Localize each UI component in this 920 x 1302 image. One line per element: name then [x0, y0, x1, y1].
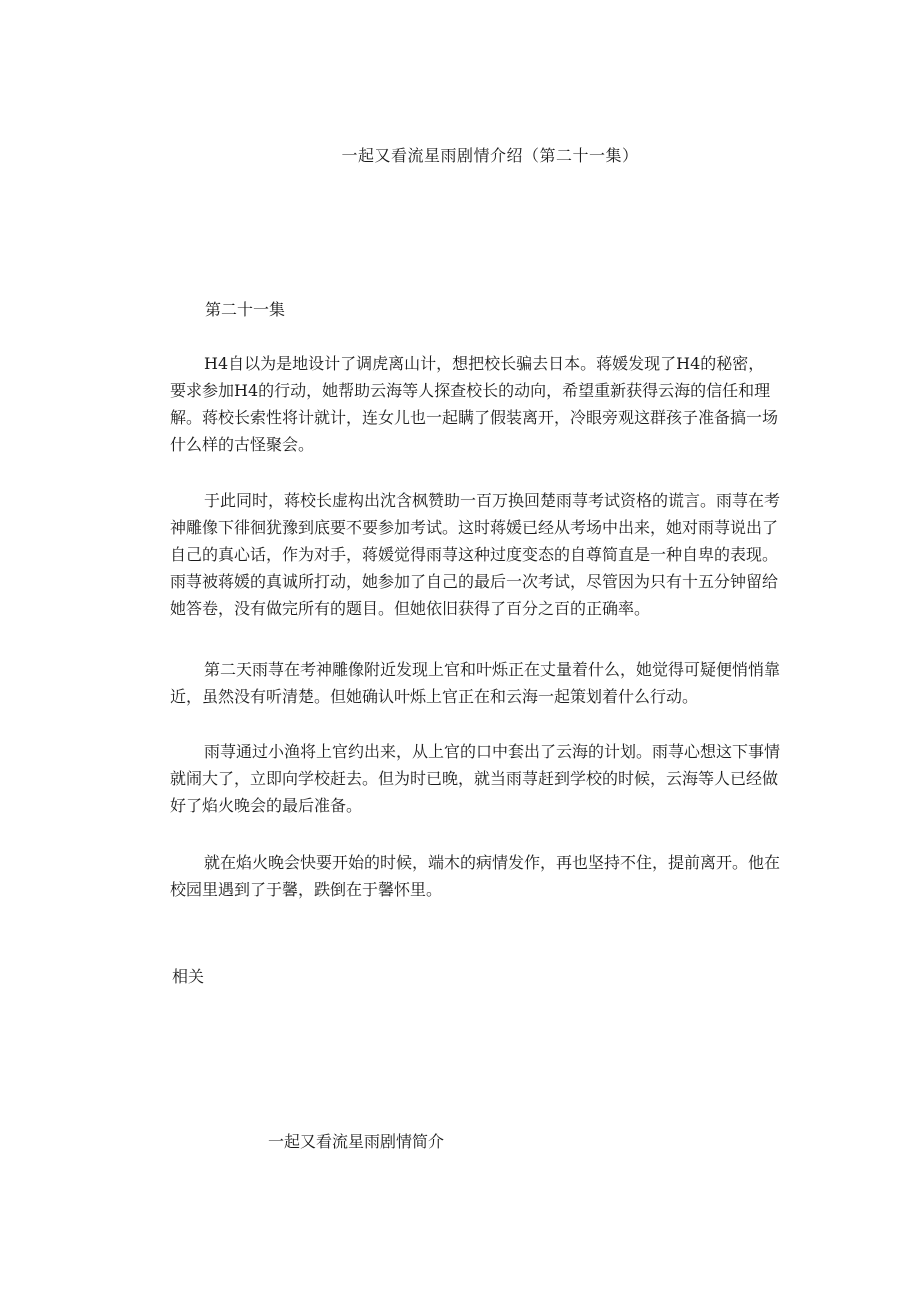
paragraph-5: 就在焰火晚会快要开始的时候，端木的病情发作，再也坚持不住，提前离开。他在校园里遇到了于馨，跌倒在于馨怀里。 — [170, 853, 781, 899]
related-article-link[interactable]: 一起又看流星雨剧情简介 — [268, 1132, 445, 1151]
paragraph-2: 于此同时，蒋校长虚构出沈含枫赞助一百万换回楚雨荨考试资格的谎言。雨荨在考神雕像下徘徊犹豫到底要不要参加考试。这时蒋媛已经从考场中出来，她对雨荨说出了自己的真心话，作为对手，蒋媛觉得雨荨这种过度变态的自尊简直是一种自卑的表现。雨荨被蒋媛的真诚所打动，她参加了自己的最后一次考试，尽管因为只有十五分钟留给她答卷，没有做完所有的题目。但她依旧获得了百分之百的正确率。 — [170, 491, 781, 618]
document-title: 一起又看流星雨剧情介绍（第二十一集） — [341, 146, 639, 165]
paragraph-4: 雨荨通过小渔将上官约出来，从上官的口中套出了云海的计划。雨荨心想这下事情就闹大了，立即向学校赶去。但为时已晚，就当雨荨赶到学校的时候，云海等人已经做好了焰火晚会的最后准备。 — [170, 742, 781, 815]
paragraph-1: H4自以为是地设计了调虎离山计，想把校长骗去日本。蒋媛发现了H4的秘密，要求参加H4的行动，她帮助云海等人探查校长的动向，希望重新获得云海的信任和理解。蒋校长索性将计就计，连女儿也一起瞒了假装离开，冷眼旁观这群孩子准备搞一场什么样的古怪聚会。 — [170, 354, 779, 454]
episode-heading: 第二十一集 — [205, 300, 286, 319]
paragraph-3: 第二天雨荨在考神雕像附近发现上官和叶烁正在丈量着什么，她觉得可疑便悄悄靠近，虽然没有听清楚。但她确认叶烁上官正在和云海一起策划着什么行动。 — [170, 660, 781, 706]
related-label: 相关 — [172, 967, 205, 986]
